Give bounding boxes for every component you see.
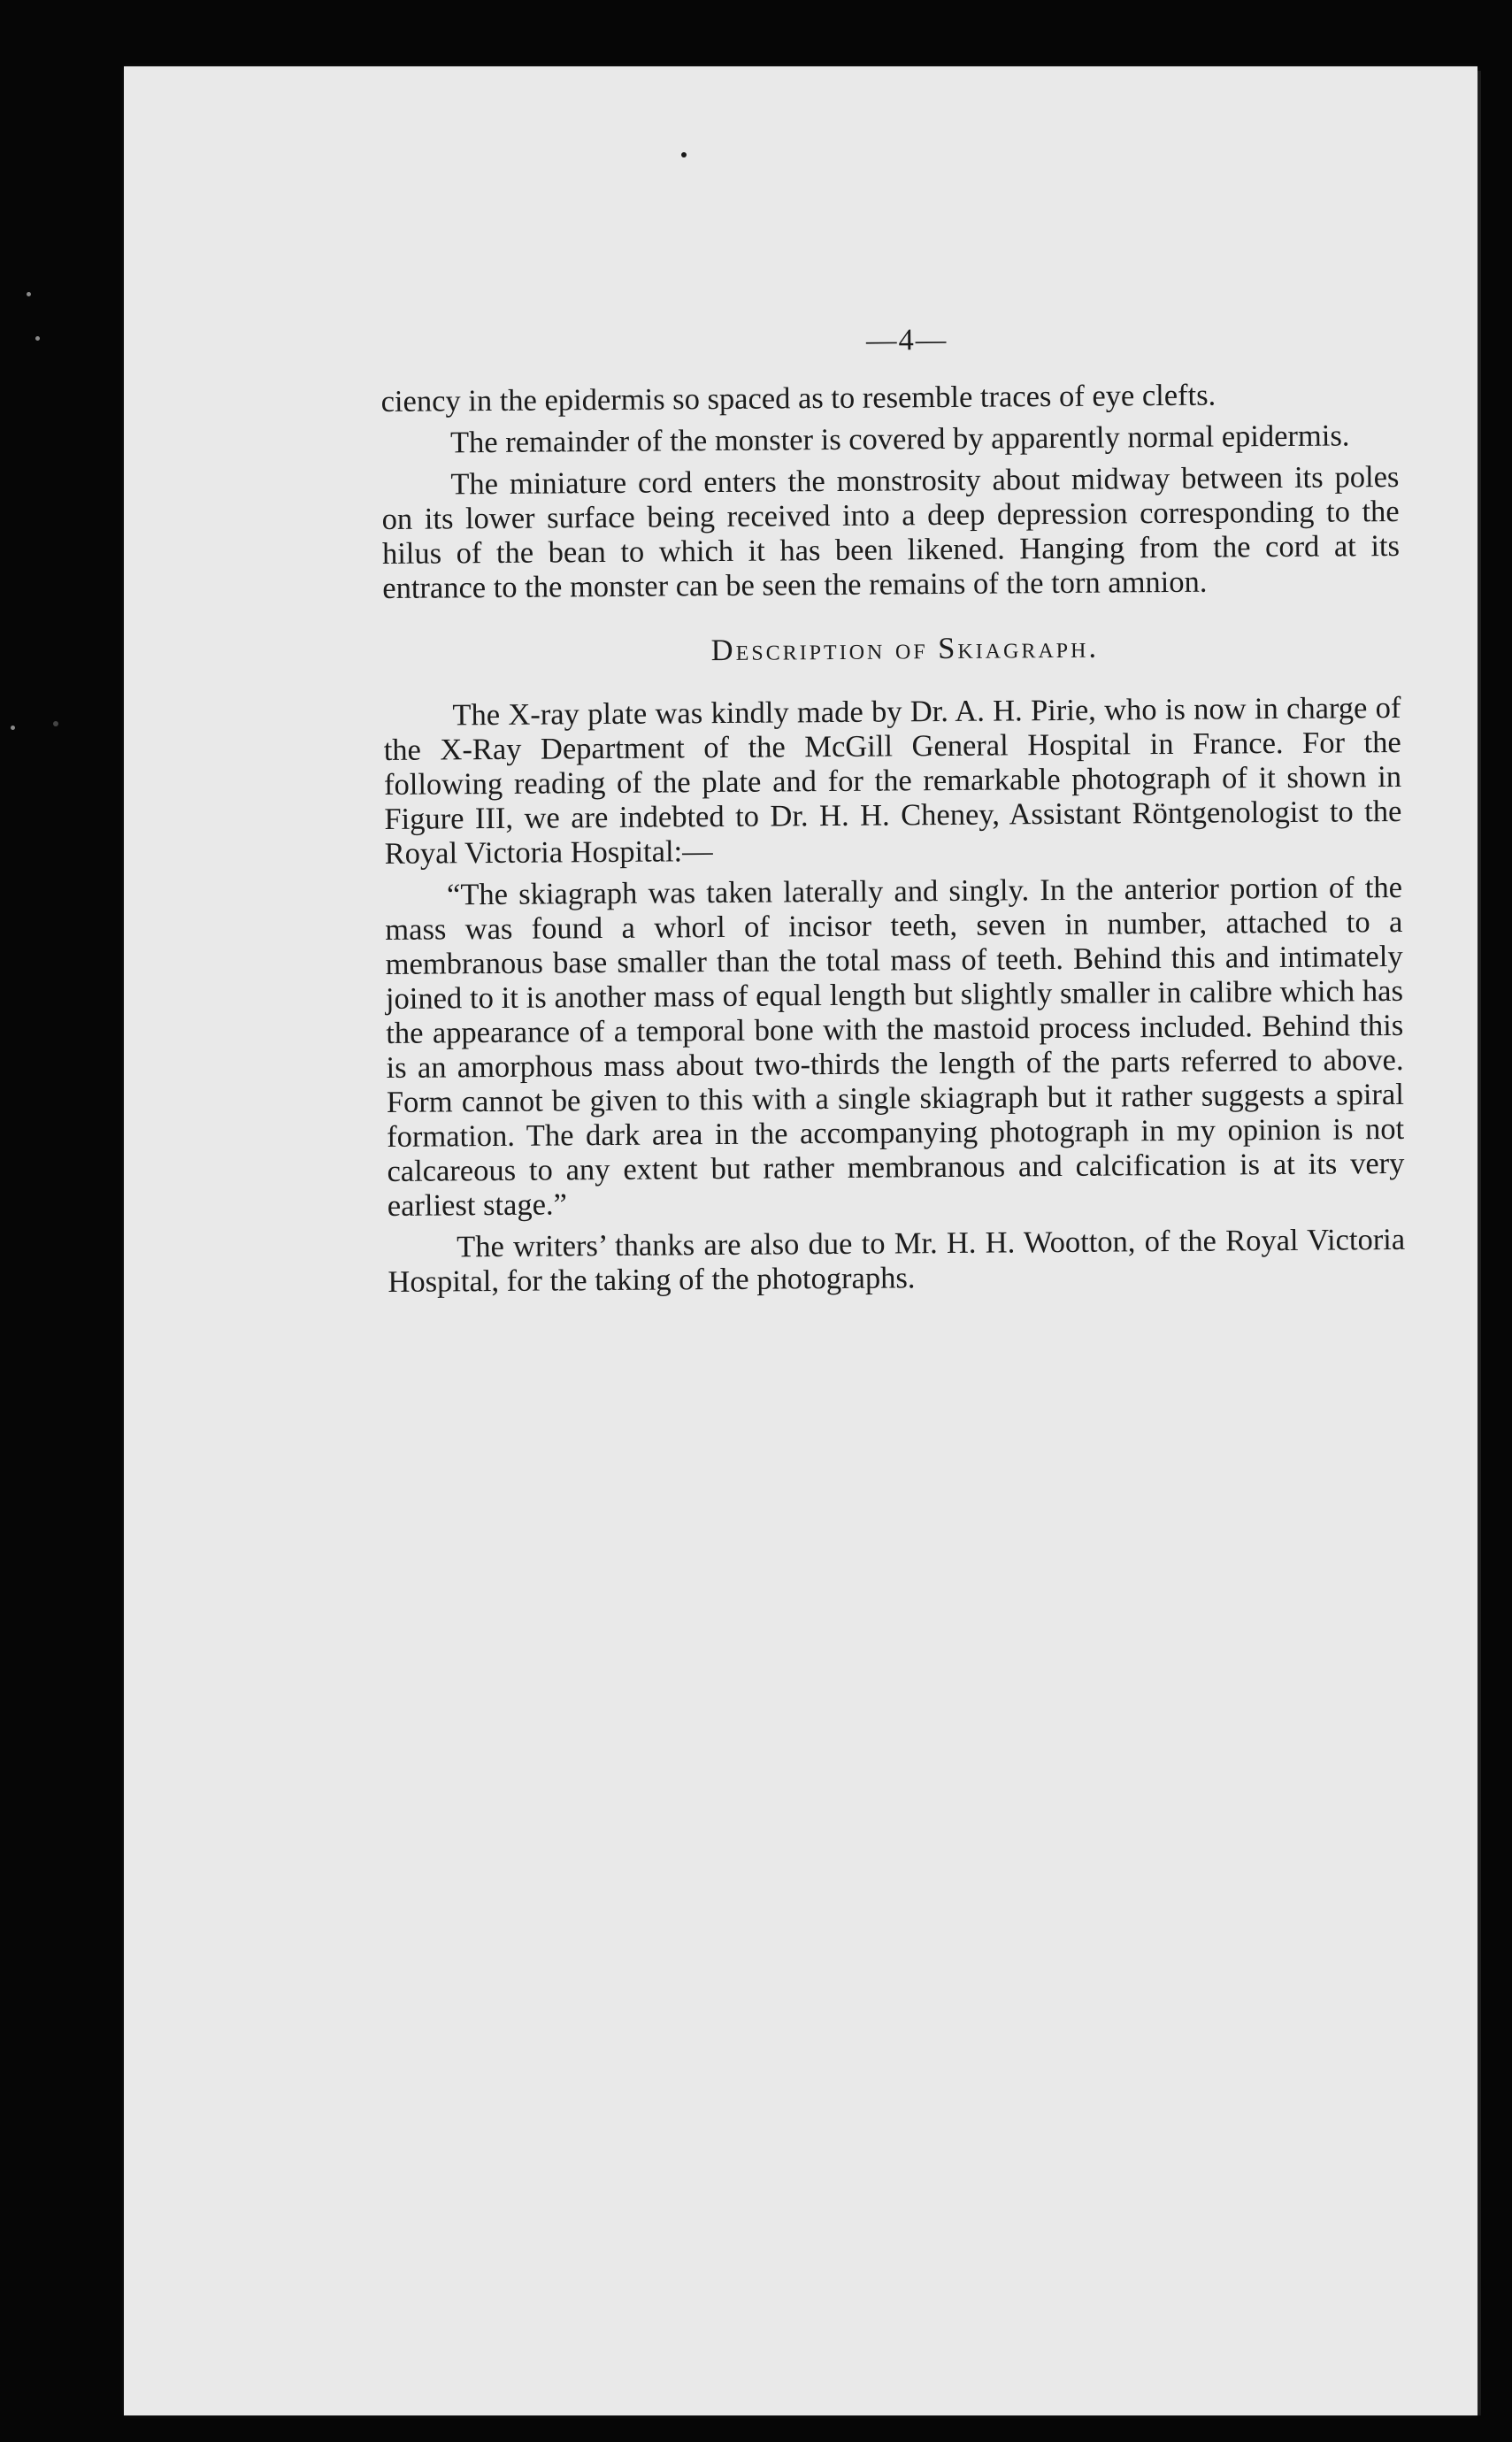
page-text [380,319,1406,1307]
paragraph-xray-plate: The X-ray plate was kindly made by Dr. A. H. Pirie, who is now in charge of the X-Ray Department of the McGill General Hospital in France. For the following reading of the plate and for the remarkable photograph of it shown in Figure III, we are indebted to Dr. H. H. Cheney, Assistant Röntgenologist to the Royal Victoria Hospital:— [383,690,1402,871]
paragraph-skiagraph-quote: “The skiagraph was taken laterally and singly. In the anterior portion of the mass was found a whorl of incisor teeth, seven in number, attached to a membranous base smaller than the total mass of teeth. Behind this and intimately joined to it is another mass of equal length but slightly smaller in calibre which has the appearance of a temporal bone with the mastoid process included. Behind this is an amorphous mass about two-thirds the length of the parts referred to above. Form cannot be given to this with a single skiagraph but it rather suggests a spiral formation. The dark area in the accompanying photograph in my opinion is not calcareous to any extent but rather membranous and calcification is at its very earliest stage.” [385,870,1405,1223]
paragraph-epidermis: The remainder of the monster is covered by apparently normal epidermis. [449,419,1350,460]
scan-speck [27,292,31,296]
section-heading: Description of Skiagraph. [710,630,1100,668]
scan-speck [11,726,15,730]
page-number: —4— [865,322,948,357]
scan-speck [35,336,40,341]
paragraph-thanks: The writers’ thanks are also due to Mr. H. H. Wootton, of the Royal Victoria Hospital, for the taking of the photographs. [388,1222,1406,1299]
paragraph-eye-clefts: ciency in the epidermis so spaced as to resemble traces of eye clefts. [380,378,1217,419]
paragraph-cord: The miniature cord enters the monstrosity about midway between its poles on its lower surface being received into a deep depression corresponding to the hilus of the bean to which it has been likened. Hanging from the cord at its entrance to the monster can be seen the remains of the torn amnion. [381,459,1401,605]
margin-mark [53,721,58,726]
ink-dot [681,152,687,157]
